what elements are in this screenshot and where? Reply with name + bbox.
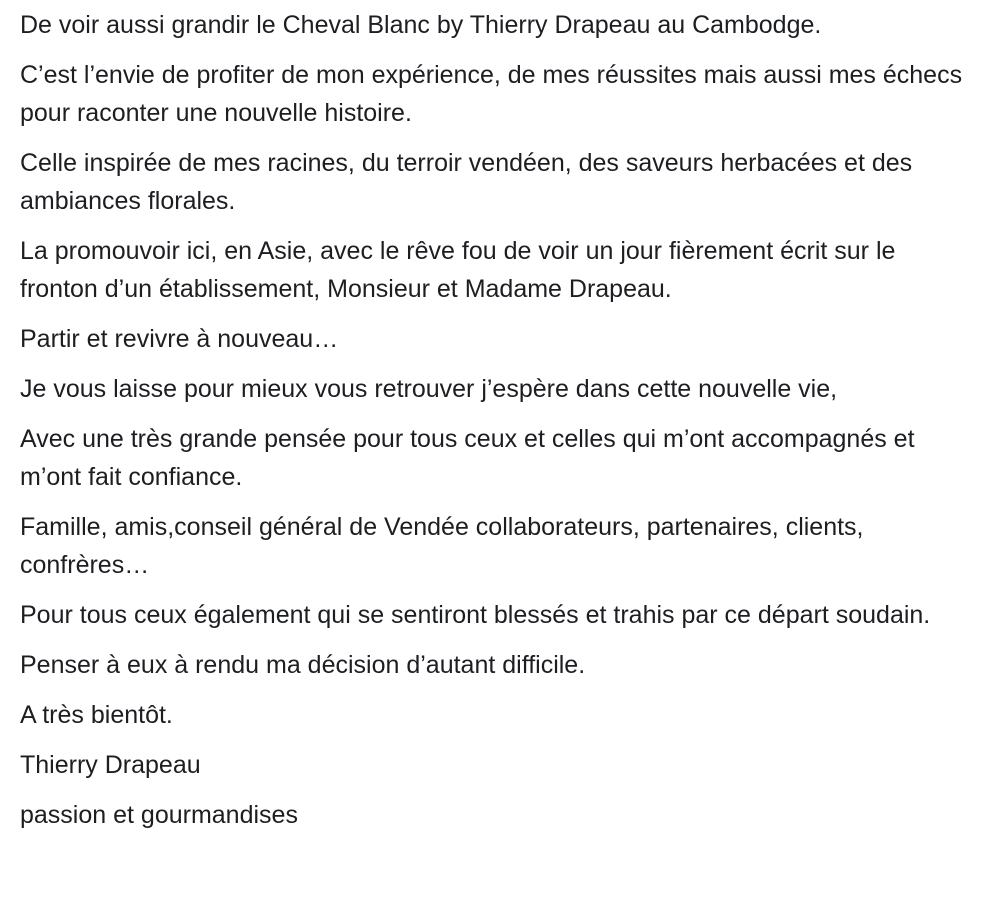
post-paragraph: Penser à eux à rendu ma décision d’autant difficile.	[20, 651, 586, 679]
post-paragraph: Je vous laisse pour mieux vous retrouver j’espère dans cette nouvelle vie,	[20, 375, 838, 403]
post-paragraph: Famille, amis,conseil général de Vendée collaborateurs, partenaires, clients, confrères…	[20, 513, 864, 579]
post-paragraph: Partir et revivre à nouveau…	[20, 325, 339, 353]
post-paragraph: C’est l’envie de profiter de mon expérience, de mes réussites mais aussi mes échecs pour raconter une nouvelle histoire.	[20, 61, 963, 127]
post-body	[20, 6, 970, 846]
signature-name: Thierry Drapeau	[20, 751, 201, 779]
post-paragraph: Celle inspirée de mes racines, du terroir vendéen, des saveurs herbacées et des ambiances florales.	[20, 149, 913, 215]
post-paragraph: A très bientôt.	[20, 701, 173, 729]
post-paragraph: De voir aussi grandir le Cheval Blanc by Thierry Drapeau au Cambodge.	[20, 11, 822, 39]
post-paragraph: Pour tous ceux également qui se sentiront blessés et trahis par ce départ soudain.	[20, 601, 931, 629]
post-paragraph: Avec une très grande pensée pour tous ceux et celles qui m’ont accompagnés et m’ont fait confiance.	[20, 425, 915, 491]
signature-tagline: passion et gourmandises	[20, 801, 298, 829]
post-paragraph: La promouvoir ici, en Asie, avec le rêve fou de voir un jour fièrement écrit sur le fronton d’un établissement, Monsieur et Madame Drapeau.	[20, 237, 896, 303]
